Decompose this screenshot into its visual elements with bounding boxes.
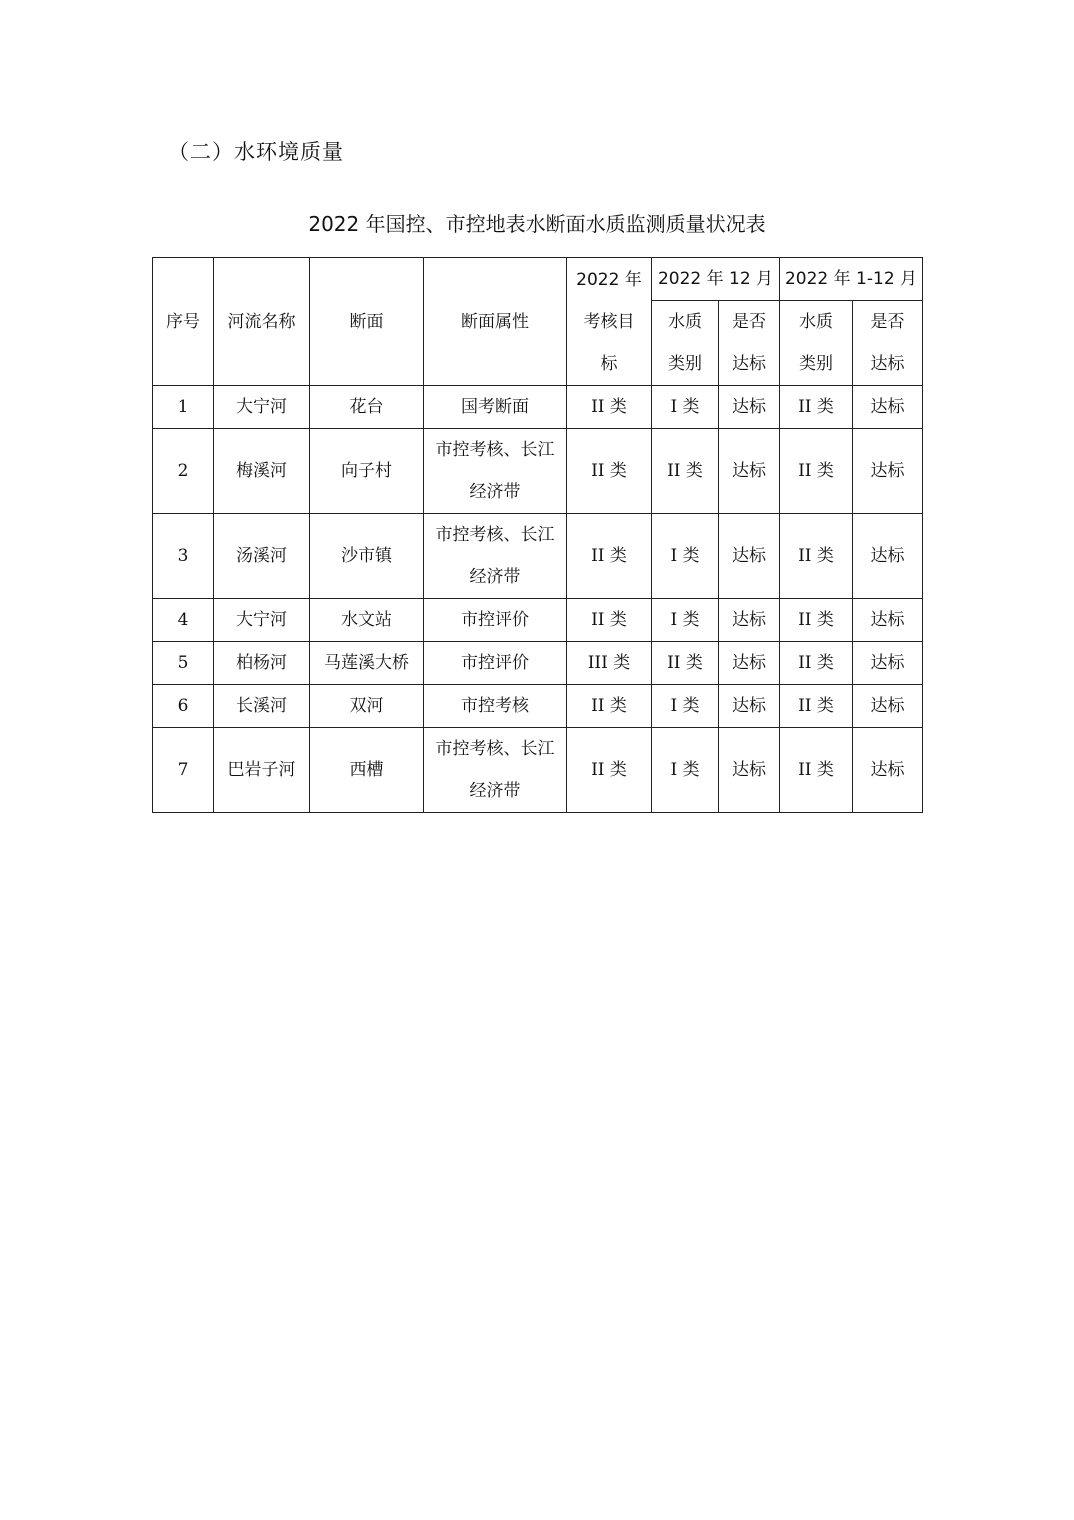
- header-dec-quality: [652, 301, 719, 386]
- cell-dec-quality: I 类: [652, 514, 719, 599]
- cell-target: II 类: [567, 514, 652, 599]
- cell-year-meet: 达标: [853, 429, 923, 514]
- cell-seq: 7: [153, 728, 214, 813]
- cell-attr-line1: 市控考核、长江: [435, 739, 555, 759]
- cell-dec-quality: I 类: [652, 386, 719, 429]
- header-year-quality-line2: 类别: [799, 354, 834, 374]
- section-heading: （二）水环境质量: [168, 140, 344, 164]
- cell-seq: 2: [153, 429, 214, 514]
- cell-year-quality: II 类: [780, 599, 853, 642]
- table-row: [153, 429, 923, 514]
- header-year-meet-line2: 达标: [870, 354, 905, 374]
- cell-year-meet: 达标: [853, 685, 923, 728]
- table-row: [153, 599, 923, 642]
- cell-attr-line2: 经济带: [469, 781, 521, 801]
- header-dec-quality-line1: 水质: [668, 312, 702, 332]
- cell-attr-line1: 市控考核、长江: [435, 440, 555, 460]
- cell-dec-meet: 达标: [719, 514, 780, 599]
- cell-section: 水文站: [310, 599, 424, 642]
- cell-year-quality: II 类: [780, 685, 853, 728]
- cell-seq: 6: [153, 685, 214, 728]
- cell-target: III 类: [567, 642, 652, 685]
- cell-year-quality: II 类: [780, 642, 853, 685]
- header-attr: 断面属性: [424, 258, 567, 386]
- header-target: [567, 258, 652, 386]
- cell-attr: [424, 599, 567, 642]
- header-target-line1: 2022 年: [576, 269, 642, 290]
- cell-target: II 类: [567, 728, 652, 813]
- cell-year-meet: 达标: [853, 514, 923, 599]
- cell-section: 花台: [310, 386, 424, 429]
- cell-attr-line1: 国考断面: [461, 397, 529, 417]
- cell-year-quality: II 类: [780, 429, 853, 514]
- cell-river: 巴岩子河: [214, 728, 310, 813]
- table-row: [153, 685, 923, 728]
- cell-river: 汤溪河: [214, 514, 310, 599]
- cell-attr: [424, 429, 567, 514]
- cell-year-meet: 达标: [853, 599, 923, 642]
- cell-attr-line2: 经济带: [469, 567, 521, 587]
- cell-year-quality: II 类: [780, 386, 853, 429]
- table-row: [153, 728, 923, 813]
- cell-year-quality: II 类: [780, 728, 853, 813]
- header-target-line3: 标: [600, 353, 618, 374]
- header-year-meet: [853, 301, 923, 386]
- cell-section: 沙市镇: [310, 514, 424, 599]
- cell-attr: [424, 514, 567, 599]
- header-river: 河流名称: [214, 258, 310, 386]
- header-dec-group: 2022 年 12 月: [652, 258, 780, 301]
- cell-attr: [424, 728, 567, 813]
- header-year-quality-line1: 水质: [799, 312, 834, 332]
- header-target-line2: 考核目: [583, 311, 635, 332]
- header-seq: 序号: [153, 258, 214, 386]
- cell-dec-meet: 达标: [719, 642, 780, 685]
- cell-dec-quality: I 类: [652, 728, 719, 813]
- cell-year-quality: II 类: [780, 514, 853, 599]
- table-row: [153, 514, 923, 599]
- header-dec-meet-line1: 是否: [732, 312, 766, 332]
- cell-seq: 5: [153, 642, 214, 685]
- cell-attr-line1: 市控考核、长江: [435, 525, 555, 545]
- cell-attr: [424, 685, 567, 728]
- cell-river: 长溪河: [214, 685, 310, 728]
- cell-seq: 1: [153, 386, 214, 429]
- cell-river: 大宁河: [214, 386, 310, 429]
- cell-section: 双河: [310, 685, 424, 728]
- table-body: [153, 386, 923, 813]
- cell-seq: 4: [153, 599, 214, 642]
- cell-target: II 类: [567, 685, 652, 728]
- cell-dec-meet: 达标: [719, 429, 780, 514]
- cell-year-meet: 达标: [853, 728, 923, 813]
- water-quality-table: [152, 257, 923, 813]
- cell-target: II 类: [567, 386, 652, 429]
- cell-dec-quality: II 类: [652, 642, 719, 685]
- cell-attr: [424, 386, 567, 429]
- cell-attr-line2: 经济带: [469, 482, 521, 502]
- cell-river: 大宁河: [214, 599, 310, 642]
- cell-dec-meet: 达标: [719, 599, 780, 642]
- header-dec-meet: [719, 301, 780, 386]
- cell-attr-line1: 市控评价: [461, 610, 529, 630]
- cell-dec-quality: I 类: [652, 599, 719, 642]
- cell-section: 向子村: [310, 429, 424, 514]
- cell-year-meet: 达标: [853, 642, 923, 685]
- cell-seq: 3: [153, 514, 214, 599]
- header-section: 断面: [310, 258, 424, 386]
- cell-year-meet: 达标: [853, 386, 923, 429]
- cell-target: II 类: [567, 599, 652, 642]
- header-year-meet-line1: 是否: [870, 312, 905, 332]
- cell-dec-meet: 达标: [719, 728, 780, 813]
- cell-attr-line1: 市控考核: [461, 696, 529, 716]
- cell-river: 柏杨河: [214, 642, 310, 685]
- table-row: [153, 642, 923, 685]
- cell-river: 梅溪河: [214, 429, 310, 514]
- header-dec-quality-line2: 类别: [668, 354, 702, 374]
- cell-dec-quality: II 类: [652, 429, 719, 514]
- cell-target: II 类: [567, 429, 652, 514]
- cell-dec-meet: 达标: [719, 386, 780, 429]
- cell-attr-line1: 市控评价: [461, 653, 529, 673]
- header-dec-meet-line2: 达标: [732, 354, 766, 374]
- header-year-group: 2022 年 1-12 月: [780, 258, 923, 301]
- cell-section: 马莲溪大桥: [310, 642, 424, 685]
- cell-attr: [424, 642, 567, 685]
- cell-section: 西槽: [310, 728, 424, 813]
- table-header: [153, 258, 923, 386]
- header-year-quality: [780, 301, 853, 386]
- cell-dec-quality: I 类: [652, 685, 719, 728]
- cell-dec-meet: 达标: [719, 685, 780, 728]
- table-title: 2022 年国控、市控地表水断面水质监测质量状况表: [308, 212, 766, 236]
- table-row: [153, 386, 923, 429]
